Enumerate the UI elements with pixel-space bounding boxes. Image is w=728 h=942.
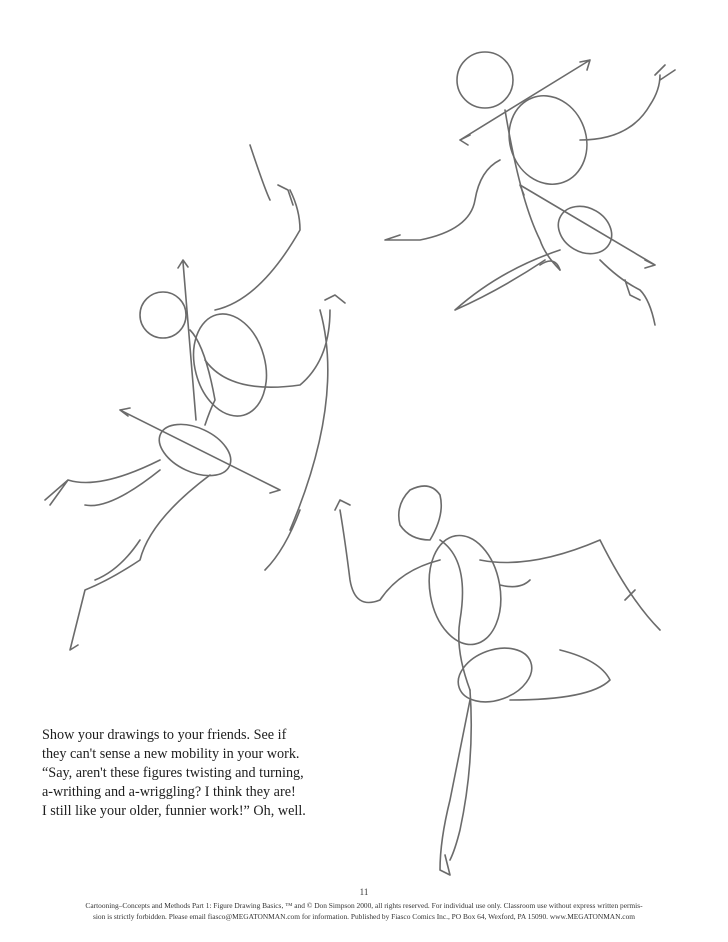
- body-line: they can't sense a new mobility in your work.: [42, 746, 300, 762]
- body-line: a-writhing and a-wriggling? I think they are!: [42, 784, 296, 800]
- figure-sketch-left: [45, 145, 345, 650]
- body-paragraph: [42, 726, 342, 821]
- footer-copyright: [0, 900, 728, 922]
- figure-sketch-right-bottom: [335, 486, 660, 875]
- body-line: I still like your older, funnier work!” Oh, well.: [42, 803, 306, 819]
- page-number: 11: [359, 887, 369, 897]
- body-line: “Say, aren't these figures twisting and turning,: [42, 765, 304, 781]
- figure-sketch-right-top: [385, 52, 675, 325]
- body-line: Show your drawings to your friends. See if: [42, 727, 287, 743]
- footer-line: sion is strictly forbidden. Please email fiasco@MEGATONMAN.com for information. Published by Fiasco Comics Inc., PO Box 64, Wexford, PA 15090. www.MEGATONMAN.com: [92, 912, 636, 921]
- footer-line: Cartooning–Concepts and Methods Part 1: Figure Drawing Basics, ™ and © Don Simpson 2000, all rights reserved. For individual use only. Classroom use without express written permis-: [85, 901, 643, 910]
